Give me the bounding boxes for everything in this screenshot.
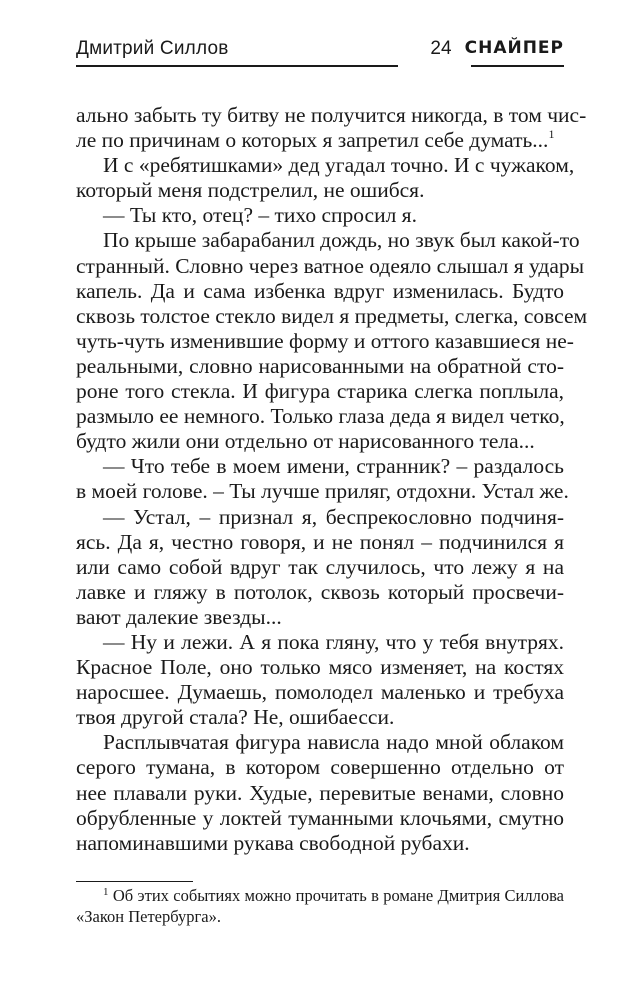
- footnote-line: «Закон Петербурга».: [76, 907, 221, 926]
- text-line: странный. Словно через ватное одеяло слышал я удары: [76, 253, 585, 278]
- running-header: [76, 38, 564, 68]
- text-line: или само собой вдруг так случилось, что лежу я на: [76, 554, 564, 579]
- text-line: твоя другой стала? Не, ошибаесси.: [76, 705, 395, 730]
- text-line: в моей голове. – Ты лучше приляг, отдохни. Устал же.: [76, 479, 569, 504]
- text-line: Расплывчатая фигура нависла надо мной облаком: [103, 730, 564, 755]
- footnote: [76, 885, 564, 927]
- footnote-line: [76, 885, 564, 906]
- text-line: И с «ребятишками» дед угадал точно. И с чужаком,: [103, 153, 575, 178]
- text-line: вают далекие звезды...: [76, 604, 282, 629]
- text-line: — Что тебе в моем имени, странник? – раздалось: [103, 454, 564, 479]
- footnote-mark: 1: [103, 886, 109, 898]
- text-line: [76, 128, 564, 153]
- text-line: который меня подстрелил, не ошибся.: [76, 178, 425, 203]
- footnote-text: Об этих событиях можно прочитать в романе Дмитрия Силлова: [112, 886, 565, 905]
- text-line-content: ле по причинам о которых я запретил себе думать...: [76, 128, 549, 153]
- text-line: лавке и гляжу в потолок, сквозь который просвечи-: [76, 579, 564, 604]
- text-line: реальными, словно нарисованными на обратной сто-: [76, 353, 564, 378]
- text-line: По крыше забарабанил дождь, но звук был какой-то: [103, 228, 580, 253]
- text-line: серого тумана, в котором совершенно отдельно от: [76, 755, 564, 780]
- text-line: капель. Да и сама избенка вдруг изменилась. Будто: [76, 278, 564, 303]
- text-line: сквозь толстое стекло видел я предметы, слегка, совсем: [76, 303, 588, 328]
- header-author: Дмитрий Силлов: [76, 38, 229, 59]
- text-line: — Ты кто, отец? – тихо спросил я.: [103, 203, 417, 228]
- text-line: — Устал, – признал я, беспрекословно подчиня-: [103, 504, 564, 529]
- header-author-rule: [76, 65, 398, 67]
- text-line: — Ну и лежи. А я пока гляну, что у тебя внутрях.: [103, 629, 564, 654]
- text-line: обрубленные у локтей туманными клочьями, смутно: [76, 805, 564, 830]
- text-line: будто жили они отдельно от нарисованного тела...: [76, 429, 535, 454]
- text-line: ально забыть ту битву не получится никогда, в том чис-: [76, 103, 587, 127]
- text-line: чуть-чуть изменившие форму и оттого казавшиеся не-: [76, 328, 574, 353]
- body-text: [76, 103, 588, 856]
- text-line: напоминавшими рукава свободной рубахи.: [76, 830, 470, 855]
- header-series-rule: [471, 65, 564, 67]
- text-line: ясь. Да я, честно говоря, и не понял – подчинился я: [76, 529, 564, 554]
- footnote-separator: [76, 881, 193, 882]
- text-line: нее плавали руки. Худые, перевитые венами, словно: [76, 780, 564, 805]
- footnote-reference: 1: [548, 127, 555, 142]
- text-line: размыло ее немного. Только глаза деда я видел четко,: [76, 404, 565, 429]
- page-number: 24: [430, 38, 452, 59]
- header-series-title: СНАЙПЕР: [464, 38, 564, 58]
- text-line: роне того стекла. И фигура старика слегка поплыла,: [76, 379, 564, 404]
- text-line: наросшее. Думаешь, помолодел маленько и требуха: [76, 680, 564, 705]
- text-line: Красное Поле, оно только мясо изменяет, на костях: [76, 655, 564, 680]
